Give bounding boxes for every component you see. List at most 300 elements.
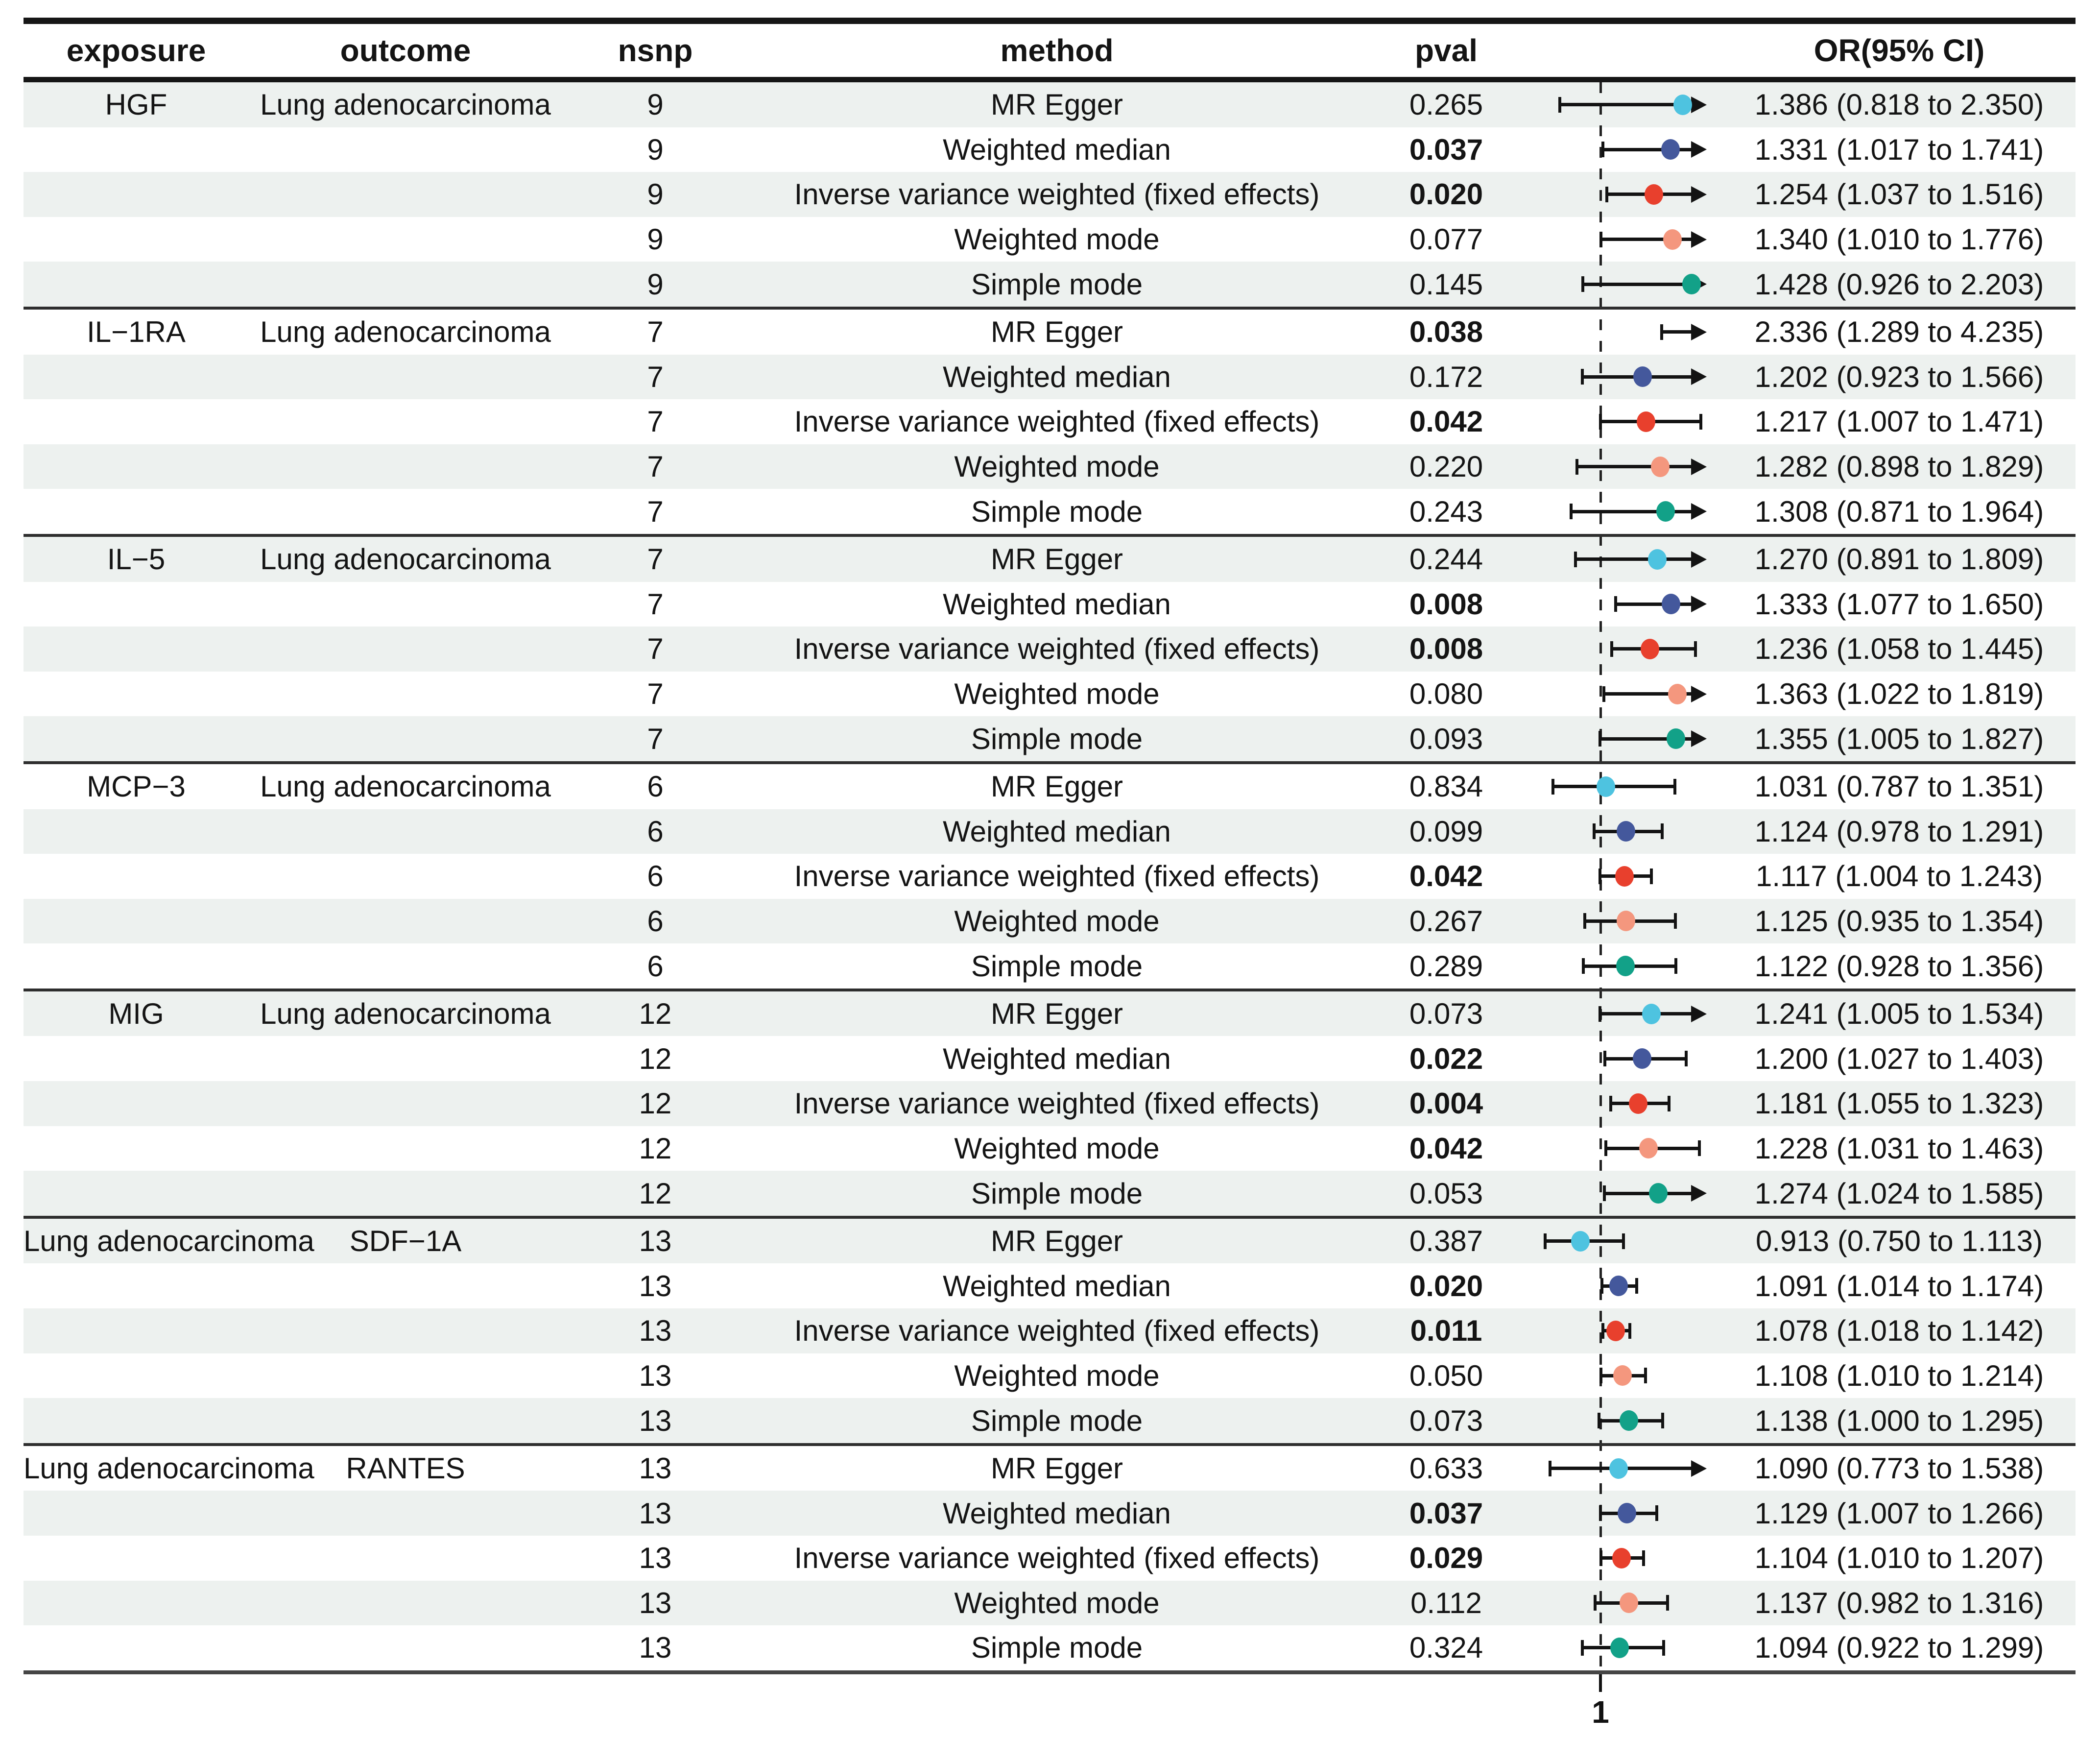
point-estimate-dot [1615, 866, 1634, 887]
plot-cell [1527, 310, 1723, 355]
method-cell: Simple mode [971, 949, 1143, 983]
table-body [24, 82, 2076, 1670]
col-header-nsnp: nsnp [618, 33, 693, 68]
or-ci-cell: 1.200 (1.027 to 1.403) [1754, 1042, 2044, 1075]
or-ci-cell: 1.181 (1.055 to 1.323) [1754, 1087, 2044, 1120]
plot-cell [1527, 262, 1723, 307]
ci-cap-left [1599, 232, 1602, 247]
forest-row [24, 854, 2076, 899]
pval-cell: 0.037 [1409, 1496, 1483, 1530]
ci-cap-left [1599, 414, 1602, 430]
plot-cell [1527, 854, 1723, 899]
ci-cap-left [1610, 641, 1613, 657]
ci-arrow [1691, 96, 1707, 113]
ci-cap-right [1644, 1368, 1647, 1383]
ci-cap-left [1551, 779, 1554, 795]
method-cell: MR Egger [990, 543, 1123, 576]
outcome-cell: Lung adenocarcinoma [260, 88, 551, 121]
or-ci-cell: 1.333 (1.077 to 1.650) [1754, 587, 2044, 621]
point-estimate-dot [1610, 1638, 1629, 1658]
plot-cell [1527, 943, 1723, 989]
plot-cell [1527, 1126, 1723, 1171]
forest-row [24, 1581, 2076, 1626]
ci-cap-right [1650, 868, 1653, 884]
x-axis-tick-label: 1 [1592, 1694, 1609, 1730]
method-cell: Weighted mode [954, 450, 1160, 483]
forest-row [24, 1398, 2076, 1443]
forest-row [24, 716, 2076, 761]
pval-cell: 0.020 [1409, 178, 1483, 211]
ci-cap-left [1593, 823, 1596, 839]
pval-cell: 0.289 [1409, 949, 1483, 983]
or-ci-cell: 1.091 (1.014 to 1.174) [1754, 1269, 2044, 1303]
or-ci-cell: 1.138 (1.000 to 1.295) [1754, 1404, 2044, 1437]
or-ci-cell: 2.336 (1.289 to 4.235) [1754, 315, 2044, 349]
method-cell: Simple mode [971, 267, 1143, 301]
pval-cell: 0.029 [1409, 1542, 1483, 1575]
nsnp-cell: 12 [639, 1042, 672, 1075]
method-cell: Weighted median [943, 133, 1171, 166]
nsnp-cell: 9 [647, 88, 664, 121]
or-ci-cell: 1.124 (0.978 to 1.291) [1754, 815, 2044, 848]
plot-cell [1527, 1398, 1723, 1443]
pval-cell: 0.099 [1409, 815, 1483, 848]
nsnp-cell: 6 [647, 904, 664, 938]
ci-whisker [1603, 148, 1694, 151]
ci-cap-left [1603, 1051, 1606, 1066]
nsnp-cell: 7 [647, 632, 664, 666]
pval-cell: 0.243 [1409, 495, 1483, 528]
plot-cell [1527, 764, 1723, 809]
point-estimate-dot [1606, 1321, 1625, 1341]
point-estimate-dot [1648, 549, 1667, 570]
ci-whisker [1662, 330, 1694, 334]
ci-cap-left [1602, 686, 1605, 702]
pval-cell: 0.093 [1409, 722, 1483, 755]
nsnp-cell: 13 [639, 1496, 672, 1530]
forest-row [24, 1625, 2076, 1670]
x-axis-line [24, 1670, 2076, 1674]
col-header-plot-spacer [1527, 24, 1723, 77]
ci-cap-right [1655, 1505, 1658, 1521]
col-header-outcome: outcome [340, 33, 471, 68]
forest-row [24, 262, 2076, 307]
or-ci-cell: 1.386 (0.818 to 2.350) [1754, 88, 2044, 121]
pval-cell: 0.073 [1409, 1404, 1483, 1437]
or-ci-cell: 1.228 (1.031 to 1.463) [1754, 1132, 2044, 1165]
ci-cap-left [1660, 324, 1663, 340]
forest-row [24, 489, 2076, 534]
ci-cap-left [1594, 1595, 1597, 1611]
ci-arrow [1691, 1460, 1707, 1477]
or-ci-cell: 1.129 (1.007 to 1.266) [1754, 1496, 2044, 1530]
method-cell: Simple mode [971, 722, 1143, 755]
ci-whisker [1575, 557, 1694, 561]
ci-cap-right [1622, 1233, 1625, 1249]
or-ci-cell: 1.122 (0.928 to 1.356) [1754, 949, 2044, 983]
method-cell: MR Egger [990, 315, 1123, 349]
or-ci-cell: 1.282 (0.898 to 1.829) [1754, 450, 2044, 483]
pval-cell: 0.050 [1409, 1359, 1483, 1392]
ci-cap-right [1698, 1140, 1701, 1156]
forest-row [24, 943, 2076, 989]
ci-whisker [1583, 283, 1694, 286]
point-estimate-dot [1597, 776, 1615, 797]
pval-cell: 0.008 [1409, 632, 1483, 666]
or-ci-cell: 1.104 (1.010 to 1.207) [1754, 1542, 2044, 1575]
pval-cell: 0.053 [1409, 1177, 1483, 1210]
nsnp-cell: 13 [639, 1404, 672, 1437]
method-cell: Weighted median [943, 1042, 1171, 1075]
forest-row [24, 672, 2076, 717]
nsnp-cell: 6 [647, 860, 664, 893]
or-ci-cell: 1.331 (1.017 to 1.741) [1754, 133, 2044, 166]
nsnp-cell: 13 [639, 1314, 672, 1348]
or-ci-cell: 1.363 (1.022 to 1.819) [1754, 677, 2044, 711]
ci-arrow [1691, 551, 1707, 568]
pval-cell: 0.004 [1409, 1087, 1483, 1120]
forest-row [24, 399, 2076, 444]
forest-row [24, 582, 2076, 627]
ci-cap-left [1558, 97, 1561, 113]
nsnp-cell: 7 [647, 405, 664, 438]
forest-row [24, 1126, 2076, 1171]
pval-cell: 0.633 [1409, 1452, 1483, 1485]
plot-cell [1527, 991, 1723, 1037]
plot-cell [1527, 1353, 1723, 1399]
group-separator [24, 307, 2076, 310]
or-ci-cell: 1.270 (0.891 to 1.809) [1754, 543, 2044, 576]
pval-cell: 0.042 [1409, 1132, 1483, 1165]
pval-cell: 0.112 [1410, 1586, 1482, 1619]
plot-cell [1527, 899, 1723, 944]
ci-arrow [1691, 324, 1707, 340]
nsnp-cell: 12 [639, 1132, 672, 1165]
ci-cap-right [1668, 1096, 1670, 1111]
method-cell: Weighted median [943, 1496, 1171, 1530]
exposure-cell: HGF [105, 88, 167, 121]
forest-row [24, 1263, 2076, 1308]
point-estimate-dot [1633, 366, 1652, 387]
point-estimate-dot [1651, 457, 1670, 477]
point-estimate-dot [1618, 1503, 1636, 1523]
plot-cell [1527, 627, 1723, 672]
pval-cell: 0.265 [1409, 88, 1483, 121]
pval-cell: 0.220 [1409, 450, 1483, 483]
pval-cell: 0.834 [1409, 770, 1483, 803]
method-cell: Inverse variance weighted (fixed effects) [794, 1542, 1320, 1575]
method-cell: Weighted median [943, 360, 1171, 393]
point-estimate-dot [1609, 1458, 1628, 1479]
group-separator [24, 761, 2076, 764]
or-ci-cell: 1.236 (1.058 to 1.445) [1754, 632, 2044, 666]
plot-cell [1527, 1171, 1723, 1216]
nsnp-cell: 7 [647, 543, 664, 576]
forest-row [24, 809, 2076, 854]
forest-row [24, 82, 2076, 127]
ci-cap-left [1574, 552, 1577, 567]
point-estimate-dot [1620, 1592, 1638, 1613]
pval-cell: 0.172 [1409, 360, 1483, 393]
forest-row [24, 764, 2076, 809]
group-separator [24, 1443, 2076, 1446]
nsnp-cell: 13 [639, 1225, 672, 1258]
pval-cell: 0.145 [1409, 267, 1483, 301]
ci-cap-left [1544, 1233, 1547, 1249]
ci-cap-left [1599, 1550, 1602, 1566]
plot-cell [1527, 444, 1723, 489]
nsnp-cell: 7 [647, 677, 664, 711]
point-estimate-dot [1637, 411, 1655, 432]
nsnp-cell: 9 [647, 267, 664, 301]
ci-arrow [1691, 368, 1707, 385]
method-cell: Inverse variance weighted (fixed effects) [794, 1087, 1320, 1120]
ci-cap-left [1614, 596, 1617, 612]
method-cell: Weighted median [943, 1269, 1171, 1303]
ci-cap-left [1599, 1006, 1601, 1022]
forest-row [24, 1308, 2076, 1353]
nsnp-cell: 6 [647, 815, 664, 848]
point-estimate-dot [1571, 1231, 1590, 1252]
forest-row [24, 899, 2076, 944]
forest-row [24, 1219, 2076, 1264]
ci-arrow [1691, 1185, 1707, 1202]
col-header-or-ci: OR(95% CI) [1814, 33, 1985, 68]
plot-cell [1527, 1081, 1723, 1126]
plot-cell [1527, 1036, 1723, 1081]
or-ci-cell: 1.241 (1.005 to 1.534) [1754, 997, 2044, 1031]
col-header-method: method [1000, 33, 1114, 68]
forest-row [24, 310, 2076, 355]
pval-cell: 0.042 [1409, 405, 1483, 438]
ci-cap-left [1581, 276, 1584, 292]
point-estimate-dot [1667, 728, 1685, 749]
nsnp-cell: 12 [639, 1087, 672, 1120]
pval-cell: 0.324 [1409, 1631, 1483, 1665]
nsnp-cell: 9 [647, 178, 664, 211]
ci-cap-left [1609, 1096, 1612, 1111]
exposure-cell: Lung adenocarcinoma [24, 1452, 314, 1485]
ci-cap-left [1581, 1640, 1584, 1656]
forest-row [24, 355, 2076, 400]
ci-cap-left [1599, 868, 1601, 884]
nsnp-cell: 13 [639, 1359, 672, 1392]
or-ci-cell: 1.090 (0.773 to 1.538) [1754, 1452, 2044, 1485]
method-cell: MR Egger [990, 770, 1123, 803]
ci-cap-left [1575, 459, 1578, 475]
nsnp-cell: 7 [647, 587, 664, 621]
ci-cap-right [1635, 1278, 1638, 1294]
point-estimate-dot [1629, 1093, 1647, 1114]
forest-row [24, 217, 2076, 262]
ci-arrow [1691, 503, 1707, 520]
ci-whisker [1571, 510, 1694, 513]
or-ci-cell: 1.254 (1.037 to 1.516) [1754, 178, 2044, 211]
plot-cell [1527, 1491, 1723, 1536]
method-cell: Inverse variance weighted (fixed effects) [794, 405, 1320, 438]
ci-cap-right [1661, 823, 1664, 839]
ci-cap-left [1601, 142, 1604, 157]
plot-cell [1527, 809, 1723, 854]
pval-cell: 0.073 [1409, 997, 1483, 1031]
point-estimate-dot [1641, 639, 1659, 659]
nsnp-cell: 6 [647, 949, 664, 983]
ci-cap-left [1582, 958, 1585, 974]
or-ci-cell: 1.308 (0.871 to 1.964) [1754, 495, 2044, 528]
table-header-row [24, 24, 2076, 77]
pval-cell: 0.244 [1409, 543, 1483, 576]
method-cell: Weighted mode [954, 223, 1160, 256]
or-ci-cell: 1.094 (0.922 to 1.299) [1754, 1631, 2044, 1665]
pval-cell: 0.077 [1409, 223, 1483, 256]
method-cell: MR Egger [990, 1225, 1123, 1258]
nsnp-cell: 7 [647, 360, 664, 393]
forest-row [24, 172, 2076, 217]
ci-arrow [1691, 1006, 1707, 1022]
plot-cell [1527, 1308, 1723, 1353]
ci-cap-right [1662, 1640, 1665, 1656]
method-cell: Weighted mode [954, 1132, 1160, 1165]
plot-cell [1527, 1625, 1723, 1670]
ci-cap-left [1599, 1505, 1602, 1521]
ci-cap-left [1599, 1368, 1602, 1383]
method-cell: MR Egger [990, 88, 1123, 121]
plot-cell [1527, 672, 1723, 717]
plot-cell [1527, 1263, 1723, 1308]
pval-cell: 0.022 [1409, 1042, 1483, 1075]
method-cell: MR Egger [990, 1452, 1123, 1485]
point-estimate-dot [1645, 184, 1663, 205]
point-estimate-dot [1673, 95, 1692, 115]
plot-cell [1527, 582, 1723, 627]
outcome-cell: Lung adenocarcinoma [260, 770, 551, 803]
point-estimate-dot [1613, 1365, 1632, 1386]
method-cell: MR Egger [990, 997, 1123, 1031]
pval-cell: 0.042 [1409, 860, 1483, 893]
ci-cap-right [1674, 913, 1677, 929]
nsnp-cell: 12 [639, 997, 672, 1031]
ci-cap-left [1549, 1461, 1551, 1476]
pval-cell: 0.008 [1409, 587, 1483, 621]
ci-cap-right [1666, 1595, 1669, 1611]
plot-cell [1527, 489, 1723, 534]
ci-cap-left [1601, 1323, 1604, 1339]
plot-cell [1527, 217, 1723, 262]
plot-cell [1527, 1219, 1723, 1264]
ci-cap-right [1685, 1051, 1688, 1066]
forest-row [24, 627, 2076, 672]
pval-cell: 0.038 [1409, 315, 1483, 349]
nsnp-cell: 7 [647, 722, 664, 755]
point-estimate-dot [1609, 1276, 1628, 1296]
method-cell: Weighted mode [954, 1586, 1160, 1619]
plot-cell [1527, 1446, 1723, 1491]
ci-cap-right [1628, 1323, 1631, 1339]
method-cell: Inverse variance weighted (fixed effects) [794, 860, 1320, 893]
exposure-cell: MIG [108, 997, 164, 1031]
pval-cell: 0.080 [1409, 677, 1483, 711]
or-ci-cell: 1.117 (1.004 to 1.243) [1756, 860, 2043, 893]
forest-row [24, 537, 2076, 582]
nsnp-cell: 13 [639, 1452, 672, 1485]
ci-cap-right [1674, 958, 1677, 974]
method-cell: Weighted mode [954, 904, 1160, 938]
or-ci-cell: 1.428 (0.926 to 2.203) [1754, 267, 2044, 301]
plot-cell [1527, 82, 1723, 127]
exposure-cell: IL−1RA [87, 315, 186, 349]
forest-row [24, 1446, 2076, 1491]
pval-cell: 0.020 [1409, 1269, 1483, 1303]
method-cell: Simple mode [971, 1177, 1143, 1210]
or-ci-cell: 1.274 (1.024 to 1.585) [1754, 1177, 2044, 1210]
method-cell: Weighted mode [954, 677, 1160, 711]
ci-cap-left [1570, 504, 1573, 519]
ci-arrow [1691, 458, 1707, 475]
nsnp-cell: 7 [647, 495, 664, 528]
forest-row [24, 1171, 2076, 1216]
plot-cell [1527, 537, 1723, 582]
pval-cell: 0.387 [1409, 1225, 1483, 1258]
group-separator [24, 534, 2076, 537]
ci-whisker [1616, 603, 1694, 606]
forest-row [24, 991, 2076, 1037]
ci-arrow [1691, 596, 1707, 612]
method-cell: Weighted median [943, 587, 1171, 621]
ci-cap-left [1600, 1278, 1603, 1294]
point-estimate-dot [1616, 956, 1635, 976]
method-cell: Inverse variance weighted (fixed effects) [794, 1314, 1320, 1348]
nsnp-cell: 13 [639, 1586, 672, 1619]
exposure-cell: MCP−3 [87, 770, 186, 803]
outcome-cell: SDF−1A [349, 1225, 462, 1258]
ci-cap-left [1599, 731, 1601, 747]
nsnp-cell: 7 [647, 315, 664, 349]
ci-cap-right [1699, 414, 1702, 430]
exposure-cell: Lung adenocarcinoma [24, 1225, 314, 1258]
nsnp-cell: 12 [639, 1177, 672, 1210]
nsnp-cell: 9 [647, 133, 664, 166]
col-header-exposure: exposure [66, 33, 206, 68]
outcome-cell: Lung adenocarcinoma [260, 543, 551, 576]
point-estimate-dot [1617, 821, 1635, 842]
outcome-cell: RANTES [346, 1452, 465, 1485]
point-estimate-dot [1639, 1138, 1658, 1158]
ci-arrow [1691, 730, 1707, 747]
forest-row [24, 1491, 2076, 1536]
or-ci-cell: 0.913 (0.750 to 1.113) [1756, 1225, 2043, 1258]
point-estimate-dot [1612, 1548, 1631, 1568]
nsnp-cell: 6 [647, 770, 664, 803]
col-header-pval: pval [1414, 33, 1478, 68]
forest-row [24, 1036, 2076, 1081]
point-estimate-dot [1620, 1410, 1638, 1431]
group-separator [24, 989, 2076, 991]
point-estimate-dot [1642, 1004, 1661, 1024]
method-cell: Simple mode [971, 495, 1143, 528]
ci-cap-left [1598, 1413, 1600, 1428]
ci-cap-left [1604, 1140, 1607, 1156]
header-rule [24, 77, 2076, 82]
ci-cap-left [1581, 369, 1584, 385]
forest-row [24, 1353, 2076, 1399]
plot-cell [1527, 716, 1723, 761]
ci-arrow [1691, 186, 1707, 203]
plot-cell [1527, 172, 1723, 217]
forest-row [24, 444, 2076, 489]
plot-cell [1527, 1581, 1723, 1626]
pval-cell: 0.011 [1410, 1314, 1482, 1348]
or-ci-cell: 1.217 (1.007 to 1.471) [1754, 405, 2044, 438]
